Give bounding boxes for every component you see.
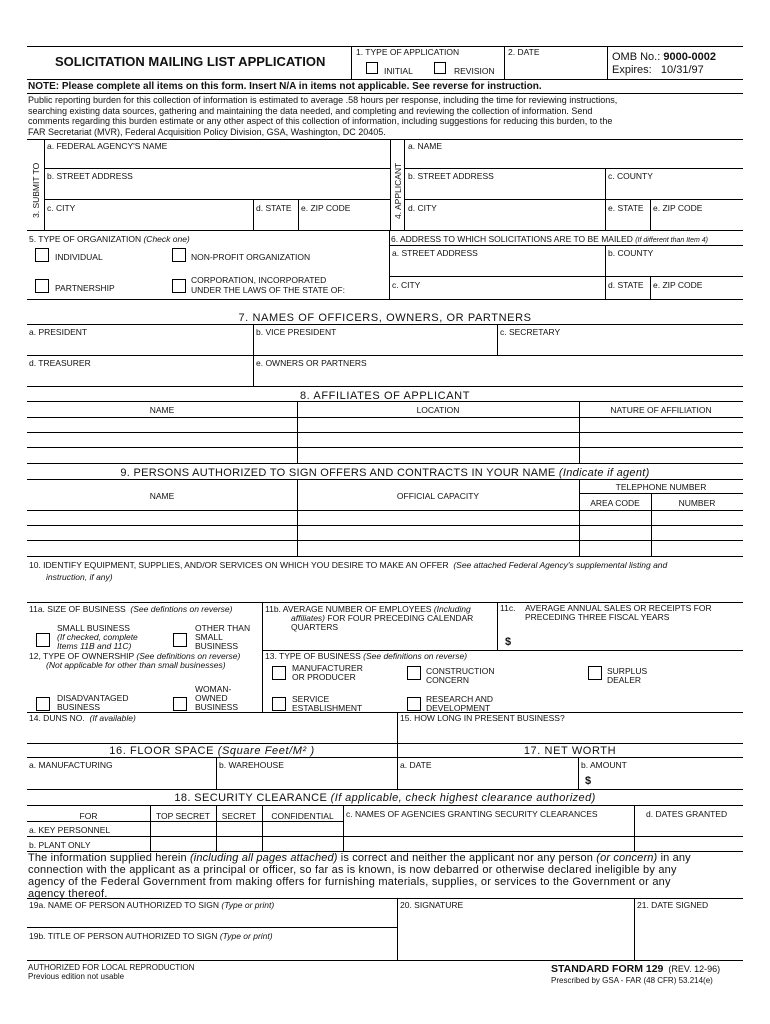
initial-label: INITIAL <box>384 66 413 76</box>
concern-label: CONCERN <box>426 675 469 685</box>
certification-line-1: The information supplied herein (including all pages attached) is correct and neither the applicant nor any person (or concern) in any <box>28 852 691 864</box>
warehouse-label: b. WAREHOUSE <box>219 760 284 770</box>
small-business-checkbox[interactable] <box>36 633 50 647</box>
rule <box>253 199 254 230</box>
applicant-name-label: a. NAME <box>408 141 443 151</box>
nonprofit-label: NON-PROFIT ORGANIZATION <box>191 252 311 262</box>
rule <box>404 139 405 230</box>
rule <box>27 139 743 140</box>
authorized-title-label: 19b. TITLE OF PERSON AUTHORIZED TO SIGN (Type or print) <box>29 931 273 941</box>
officers-heading: 7. NAMES OF OFFICERS, OWNERS, OR PARTNERS <box>238 312 532 324</box>
size-of-business-label: 11a. SIZE OF BUSINESS (See defintions on reverse) <box>29 604 233 614</box>
rule <box>650 199 651 230</box>
top-secret-header: TOP SECRET <box>155 811 210 821</box>
research-label: RESEARCH AND <box>426 694 494 704</box>
rule <box>27 927 397 928</box>
annual-sales-number: 11c. <box>500 603 516 613</box>
individual-label: INDIVIDUAL <box>55 252 103 262</box>
affiliate-name-header: NAME <box>149 405 175 415</box>
rule <box>262 602 263 650</box>
construction-label: CONSTRUCTION <box>426 666 495 676</box>
avg-employees-label: 11b. AVERAGE NUMBER OF EMPLOYEES (Including <box>265 604 471 614</box>
applicant-city-label: d. CITY <box>408 203 437 213</box>
rule <box>497 602 498 650</box>
dates-granted-header: d. DATES GRANTED <box>646 809 728 819</box>
rule <box>605 245 606 299</box>
plant-only-label: b. PLANT ONLY <box>29 840 91 850</box>
burden-line-2: searching existing data sources, gathering and maintaining the data needed, and completing and reviewing the collection of information. Send <box>28 105 593 116</box>
submit-street-label: b. STREET ADDRESS <box>47 171 133 181</box>
establishment-label: ESTABLISHMENT <box>292 703 363 713</box>
duns-label: 14. DUNS NO. (If available) <box>29 713 136 723</box>
burden-line-4: FAR Secretariat (MVR), Federal Acquisition Policy Division, GSA, Washington, DC 20405. <box>28 126 386 137</box>
net-worth-dollar-sign: $ <box>585 775 592 787</box>
equipment-note: instruction, if any) <box>46 572 113 582</box>
sales-dollar-sign: $ <box>505 636 512 648</box>
disadvantaged-checkbox[interactable] <box>36 697 50 711</box>
certification-line-3: agency of the Federal Government from making offers for furnishing materials, supplies, or services to the Government or any <box>28 876 671 888</box>
person-row-line <box>27 510 743 511</box>
business-type-label: 13. TYPE OF BUSINESS (See definitions on reverse) <box>265 651 468 661</box>
service-label: SERVICE <box>292 694 330 704</box>
agency-name-label: a. FEDERAL AGENCY'S NAME <box>47 141 168 151</box>
rule <box>44 199 390 200</box>
woman-business-label: BUSINESS <box>195 702 238 712</box>
rule <box>27 479 743 480</box>
form-title: SOLICITATION MAILING LIST APPLICATION <box>55 54 326 69</box>
agencies-header: c. NAMES OF AGENCIES GRANTING SECURITY CLEARANCES <box>346 809 598 819</box>
rule <box>607 46 608 79</box>
rule <box>298 199 299 230</box>
submit-to-side-label: 3. SUBMIT TO <box>31 162 41 218</box>
other-business-label: BUSINESS <box>195 641 238 651</box>
date-label: 2. DATE <box>508 47 540 57</box>
net-worth-date-label: a. DATE <box>400 760 432 770</box>
corporation-label: CORPORATION, INCORPORATED <box>191 275 327 285</box>
mail-street-label: a. STREET ADDRESS <box>392 248 478 258</box>
woman-label: WOMAN- <box>195 684 232 694</box>
affiliates-heading: 8. AFFILIATES OF APPLICANT <box>299 390 471 402</box>
construction-checkbox[interactable] <box>407 666 421 680</box>
local-reproduction-text: AUTHORIZED FOR LOCAL REPRODUCTION <box>28 963 195 972</box>
security-for-header: FOR <box>79 811 98 821</box>
secret-header: SECRET <box>221 811 257 821</box>
rule <box>27 898 743 899</box>
type-of-application-label: 1. TYPE OF APPLICATION <box>356 47 460 57</box>
rule <box>389 276 743 277</box>
person-row-line <box>27 540 743 541</box>
security-heading: 18. SECURITY CLEARANCE (If applicable, check highest clearance authorized) <box>174 792 596 804</box>
woman-owned-checkbox[interactable] <box>173 697 187 711</box>
partnership-checkbox[interactable] <box>35 279 49 293</box>
applicant-side-label: 4. APPLICANT <box>393 162 403 219</box>
signature-label: 20. SIGNATURE <box>400 900 464 910</box>
applicant-state-label: e. STATE <box>608 203 644 213</box>
date-signed-label: 21. DATE SIGNED <box>637 900 709 910</box>
rule <box>27 789 743 790</box>
initial-checkbox[interactable] <box>366 62 378 74</box>
annual-sales-label-1: AVERAGE ANNUAL SALES OR RECEIPTS FOR <box>525 603 712 613</box>
manufacturer-label: MANUFACTURER <box>292 663 363 673</box>
org-type-label: 5. TYPE OF ORGANIZATION (Check one) <box>29 234 190 244</box>
small-business-note-2: Items 11B and 11C) <box>57 641 132 651</box>
corporation-checkbox[interactable] <box>172 279 186 293</box>
treasurer-label: d. TREASURER <box>29 358 91 368</box>
rule <box>27 836 743 837</box>
rule <box>27 93 743 94</box>
mail-zip-label: e. ZIP CODE <box>653 280 703 290</box>
rule <box>27 960 743 961</box>
key-personnel-label: a. KEY PERSONNEL <box>29 825 111 835</box>
rule <box>390 139 391 230</box>
rule <box>27 355 743 356</box>
standard-form-number: STANDARD FORM 129 (REV. 12-96) <box>551 963 721 975</box>
rule <box>27 821 343 822</box>
rule <box>27 299 743 300</box>
ownership-note: (Not applicable for other than small businesses) <box>46 660 226 670</box>
rule <box>504 46 505 79</box>
nonprofit-checkbox[interactable] <box>172 248 186 262</box>
corporation-state-label: UNDER THE LAWS OF THE STATE OF: <box>191 285 345 295</box>
rule <box>634 805 635 851</box>
owners-label: e. OWNERS OR PARTNERS <box>256 358 367 368</box>
revision-label: REVISION <box>454 66 495 76</box>
prescribed-by-text: Prescribed by GSA - FAR (48 CFR) 53.214(e) <box>551 976 713 985</box>
rule <box>634 898 635 960</box>
rule <box>27 230 743 231</box>
confidential-header: CONFIDENTIAL <box>271 811 334 821</box>
rule <box>389 245 743 246</box>
rule <box>650 276 651 299</box>
area-code-header: AREA CODE <box>590 498 640 508</box>
dealer-label: DEALER <box>607 675 642 685</box>
mail-county-label: b. COUNTY <box>608 248 654 258</box>
rule <box>389 230 390 299</box>
rule <box>404 168 743 169</box>
applicant-street-label: b. STREET ADDRESS <box>408 171 494 181</box>
vice-president-label: b. VICE PRESIDENT <box>256 327 337 337</box>
ownership-label: 12, TYPE OF OWNERSHIP (See definitions on reverse) <box>29 651 241 661</box>
avg-employees-text: affiliates) FOR FOUR PRECEDING CALENDAR <box>291 613 474 623</box>
person-name-header: NAME <box>149 491 175 501</box>
omb-expires: Expires: 10/31/97 <box>612 64 704 76</box>
submit-zip-label: e. ZIP CODE <box>301 203 351 213</box>
certification-line-4: agency thereof. <box>28 888 108 900</box>
partnership-label: PARTNERSHIP <box>55 283 115 293</box>
authorized-name-label: 19a. NAME OF PERSON AUTHORIZED TO SIGN (Type or print) <box>29 900 275 910</box>
how-long-label: 15. HOW LONG IN PRESENT BUSINESS? <box>400 713 565 723</box>
rule <box>27 401 743 402</box>
phone-number-header: NUMBER <box>678 498 716 508</box>
applicant-zip-label: e. ZIP CODE <box>653 203 703 213</box>
equipment-label: 10. IDENTIFY EQUIPMENT, SUPPLIES, AND/OR SERVICES ON WHICH YOU DESIRE TO MAKE AN OFFER (See attached Federal Agency's supplemental listing and <box>29 560 668 570</box>
previous-edition-text: Previous edition not usable <box>28 972 125 981</box>
manufacturing-label: a. MANUFACTURING <box>29 760 113 770</box>
affiliate-row-line <box>27 447 743 448</box>
manufacturer-checkbox[interactable] <box>272 666 286 680</box>
certification-line-2: connection with the applicant as a principal or officer, so far as is known, is now debarred or otherwise declared ineligible by any <box>28 864 677 876</box>
omb-number: OMB No.: 9000-0002 <box>612 51 716 63</box>
rule <box>579 493 743 494</box>
persons-heading: 9. PERSONS AUTHORIZED TO SIGN OFFERS AND CONTRACTS IN YOUR NAME (Indicate if agent) <box>120 467 650 479</box>
woman-owned-label: OWNED <box>195 693 228 703</box>
mail-city-label: c. CITY <box>392 280 421 290</box>
rule <box>27 463 743 464</box>
rule <box>262 650 263 712</box>
mail-state-label: d. STATE <box>608 280 644 290</box>
rule <box>44 139 45 230</box>
small-business-label: SMALL BUSINESS <box>57 623 130 633</box>
small-business-note-1: (If checked, complete <box>57 632 138 642</box>
surplus-label: SURPLUS <box>607 666 648 676</box>
other-small-label: SMALL <box>195 632 223 642</box>
person-row-line <box>27 525 743 526</box>
rule <box>351 46 352 79</box>
rule <box>578 757 579 789</box>
rule <box>397 757 398 789</box>
annual-sales-label-2: PRECEDING THREE FISCAL YEARS <box>525 612 670 622</box>
disadvantaged-label: DISADVANTAGED <box>57 693 129 703</box>
net-worth-heading: 17. NET WORTH <box>523 745 617 757</box>
rule <box>343 805 344 851</box>
rule <box>497 324 498 355</box>
burden-line-3: comments regarding this burden estimate or any other aspect of this collection of information, including suggestions for reducing this burden, to the <box>28 116 613 126</box>
other-than-small-checkbox[interactable] <box>173 633 187 647</box>
other-than-label: OTHER THAN <box>195 623 251 633</box>
mailing-address-label: 6. ADDRESS TO WHICH SOLICITATIONS ARE TO BE MAILED (If different than Item 4) <box>391 234 708 244</box>
producer-label: OR PRODUCER <box>292 672 356 682</box>
president-label: a. PRESIDENT <box>29 327 88 337</box>
rule <box>27 324 743 325</box>
rule <box>27 743 743 744</box>
burden-line-1: Public reporting burden for this collection of information is estimated to average .58 hours per response, including the time for reviewing instructions, <box>28 95 618 105</box>
revision-checkbox[interactable] <box>434 62 446 74</box>
rule <box>27 757 743 758</box>
rule <box>44 168 390 169</box>
note-text: NOTE: Please complete all items on this form. Insert N/A in items not applicable. See reverse for instruction. <box>28 81 542 92</box>
affiliate-nature-header: NATURE OF AFFILIATION <box>610 405 712 415</box>
individual-checkbox[interactable] <box>35 248 49 262</box>
rule <box>27 79 743 80</box>
applicant-county-label: c. COUNTY <box>608 171 653 181</box>
secretary-label: c. SECRETARY <box>500 327 561 337</box>
submit-state-label: d. STATE <box>256 203 292 213</box>
development-label: DEVELOPMENT <box>426 703 491 713</box>
rule <box>404 199 743 200</box>
net-worth-amount-label: b. AMOUNT <box>581 760 627 770</box>
rule <box>27 386 743 387</box>
surplus-dealer-checkbox[interactable] <box>588 666 602 680</box>
affiliate-row-line <box>27 417 743 418</box>
affiliate-location-header: LOCATION <box>416 405 460 415</box>
service-checkbox[interactable] <box>272 697 286 711</box>
person-capacity-header: OFFICIAL CAPACITY <box>396 491 480 501</box>
affiliate-row-line <box>27 432 743 433</box>
submit-city-label: c. CITY <box>47 203 76 213</box>
rule <box>27 556 743 557</box>
avg-employees-quarters: QUARTERS <box>291 622 339 632</box>
rule <box>27 805 743 806</box>
telephone-header: TELEPHONE NUMBER <box>615 482 707 492</box>
floor-space-heading: 16. FLOOR SPACE (Square Feet/M² ) <box>109 745 315 757</box>
rule <box>397 898 398 960</box>
rule <box>216 757 217 789</box>
disadvantaged-business-label: BUSINESS <box>57 702 100 712</box>
research-checkbox[interactable] <box>407 697 421 711</box>
